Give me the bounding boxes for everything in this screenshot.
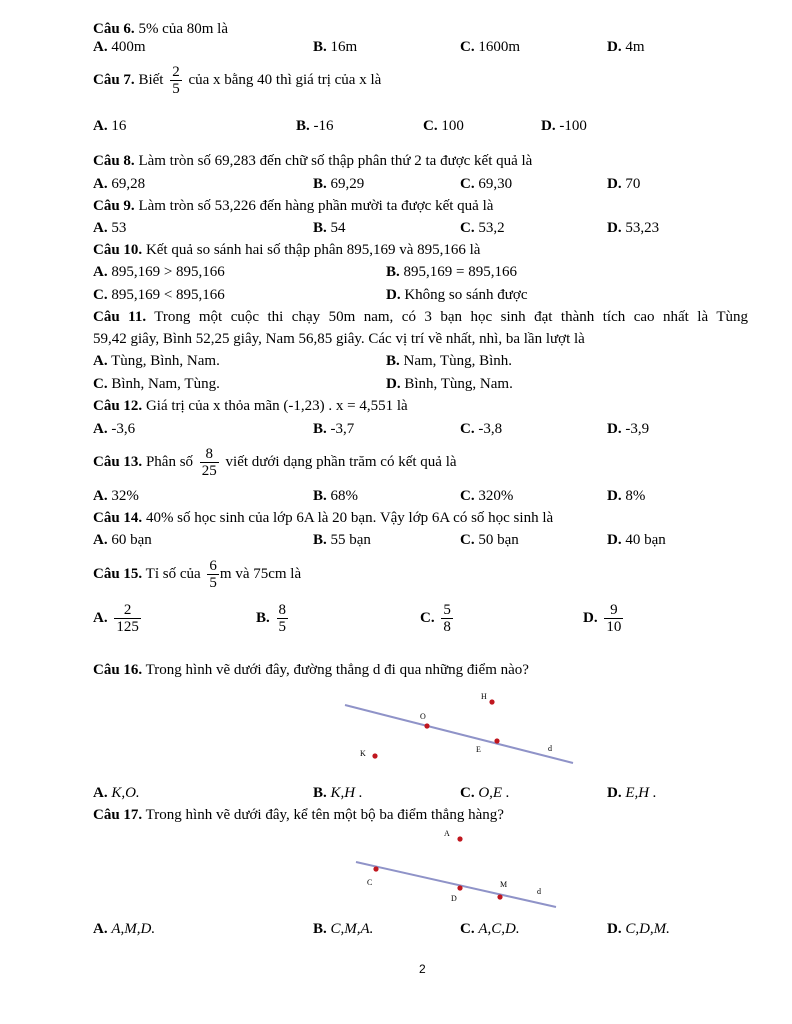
q17-option-d: D. C,D,M.	[607, 921, 670, 937]
q9-option-a: A. 53	[93, 220, 127, 236]
q8-option-c: C. 69,30	[460, 176, 513, 192]
q16-option-d: D. E,H .	[607, 785, 657, 801]
label-m: M	[500, 880, 508, 889]
q7-option-b: B. -16	[296, 118, 334, 134]
q6-option-c: C. 1600m	[460, 39, 521, 55]
question-14: Câu 14. 40% số học sinh của lớp 6A là 20 bạn. Vậy lớp 6A có số học sinh là	[93, 510, 554, 526]
q16-option-c: C. O,E .	[460, 785, 510, 801]
question-15: Câu 15. Tỉ số của $\frac{6}{5}$ m và 75cm là	[93, 558, 302, 592]
q12-option-d: D. -3,9	[607, 421, 650, 437]
q13-fraction: $\frac{8}{25}$	[201, 446, 217, 480]
q15-option-d: D. $\frac{9}{10}$	[583, 602, 622, 636]
q15-option-c: C. $\frac{5}{8}$	[420, 602, 451, 636]
q15-option-b: B. $\frac{8}{5}$	[256, 602, 287, 636]
page-number: 2	[419, 962, 426, 976]
question-17: Câu 17. Trong hình vẽ dưới đây, kể tên một bộ ba điểm thẳng hàng?	[93, 807, 504, 823]
q9-option-c: C. 53,2	[460, 220, 505, 236]
q6-option-d: D. 4m	[607, 39, 645, 55]
q6-text: 5% của 80m là	[134, 21, 228, 37]
question-11-line-1: Câu 11. Trong một cuộc thi chạy 50m nam, có 3 bạn học sinh đạt thành tích cao nhất là Tùng	[93, 309, 748, 325]
point-a	[457, 836, 462, 841]
label-o: O	[420, 712, 426, 721]
label-c: C	[367, 878, 373, 887]
q7-option-a: A. 16	[93, 118, 127, 134]
q7-option-d: D. -100	[541, 118, 587, 134]
line-d	[345, 705, 573, 763]
label-k: K	[360, 749, 366, 758]
q11-option-a: A. Tùng, Bình, Nam.	[93, 353, 220, 369]
q17-figure	[350, 826, 565, 911]
q14-option-b: B. 55 bạn	[313, 532, 371, 548]
point-e	[494, 738, 499, 743]
q11-option-c: C. Bình, Nam, Tùng.	[93, 376, 220, 392]
q9-option-d: D. 53,23	[607, 220, 660, 236]
q16-figure	[335, 685, 580, 770]
q6-label: Câu 6.	[93, 21, 135, 37]
question-9: Câu 9. Làm tròn số 53,226 đến hàng phần mười ta được kết quả là	[93, 198, 494, 214]
q12-option-c: C. -3,8	[460, 421, 503, 437]
q8-option-d: D. 70	[607, 176, 641, 192]
q17-option-a: A. A,M,D.	[93, 921, 156, 937]
q13-option-d: D. 8%	[607, 488, 646, 504]
question-8: Câu 8. Làm tròn số 69,283 đến chữ số thập phân thứ 2 ta được kết quả là	[93, 153, 533, 169]
point-o	[424, 723, 429, 728]
q6-option-b: B. 16m	[313, 39, 358, 55]
label-a: A	[444, 829, 450, 838]
point-m	[497, 894, 502, 899]
q12-option-a: A. -3,6	[93, 421, 136, 437]
question-7: Câu 7. Biết $\frac{2}{5}$ của x bằng 40 thì giá trị của x là	[93, 64, 382, 98]
q6-option-a: A. 400m	[93, 39, 146, 55]
question-11-line-2: 59,42 giây, Bình 52,25 giây, Nam 56,85 giây. Các vị trí về nhất, nhì, ba lần lượt là	[93, 331, 585, 347]
q10-option-c: C. 895,169 < 895,166	[93, 287, 225, 303]
q8-option-b: B. 69,29	[313, 176, 365, 192]
question-10: Câu 10. Kết quả so sánh hai số thập phân 895,169 và 895,166 là	[93, 242, 481, 258]
q11-option-d: D. Bình, Tùng, Nam.	[386, 376, 513, 392]
q13-option-a: A. 32%	[93, 488, 139, 504]
q10-option-d: D. Không so sánh được	[386, 287, 528, 303]
question-13: Câu 13. Phân số $\frac{8}{25}$ viết dưới dạng phần trăm có kết quả là	[93, 446, 457, 480]
q13-option-c: C. 320%	[460, 488, 514, 504]
q16-option-a: A. K,O.	[93, 785, 140, 801]
q10-option-a: A. 895,169 > 895,166	[93, 264, 225, 280]
point-c	[373, 866, 378, 871]
q8-option-a: A. 69,28	[93, 176, 146, 192]
q14-option-a: A. 60 bạn	[93, 532, 152, 548]
q7-fraction: $\frac{2}{5}$	[172, 64, 180, 98]
q13-option-b: B. 68%	[313, 488, 359, 504]
point-k	[372, 753, 377, 758]
point-h	[489, 699, 494, 704]
label-d-point: D	[451, 894, 457, 903]
question-16: Câu 16. Trong hình vẽ dưới đây, đường thẳng d đi qua những điểm nào?	[93, 662, 529, 678]
q7-option-c: C. 100	[423, 118, 464, 134]
q16-option-b: B. K,H .	[313, 785, 363, 801]
q17-option-c: C. A,C,D.	[460, 921, 520, 937]
q11-option-b: B. Nam, Tùng, Bình.	[386, 353, 512, 369]
point-d	[457, 885, 462, 890]
question-6	[93, 20, 228, 38]
q15-option-a: A. $\frac{2}{125}$	[93, 602, 139, 636]
q15-fraction: $\frac{6}{5}$	[209, 558, 217, 592]
q12-option-b: B. -3,7	[313, 421, 355, 437]
label-h: H	[481, 692, 487, 701]
q14-option-c: C. 50 bạn	[460, 532, 519, 548]
q10-option-b: B. 895,169 = 895,166	[386, 264, 517, 280]
label-d: d	[548, 744, 552, 753]
question-12: Câu 12. Giá trị của x thỏa mãn (-1,23) . x = 4,551 là	[93, 398, 408, 414]
label-d-line: d	[537, 887, 541, 896]
label-e: E	[476, 745, 481, 754]
q14-option-d: D. 40 bạn	[607, 532, 666, 548]
q9-option-b: B. 54	[313, 220, 346, 236]
q17-option-b: B. C,M,A.	[313, 921, 374, 937]
